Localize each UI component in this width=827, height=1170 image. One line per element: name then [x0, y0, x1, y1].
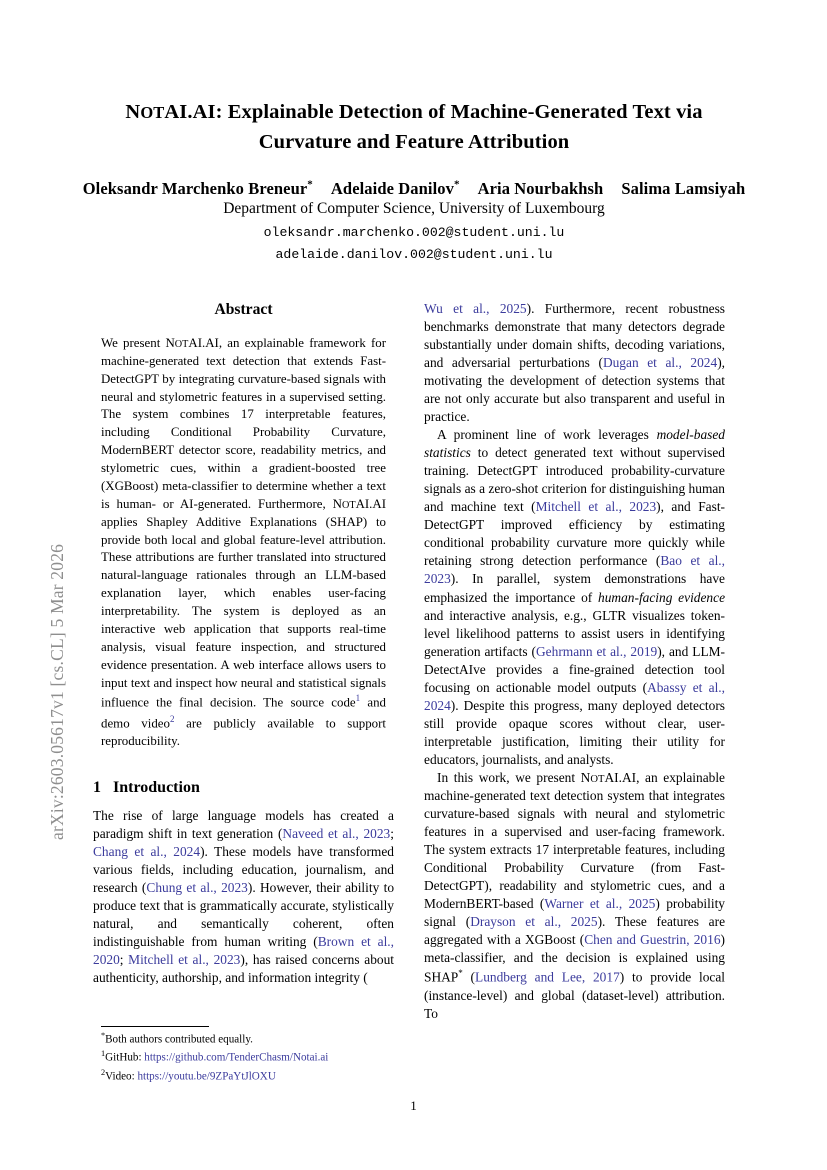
citation-gehrmann-2019[interactable]: Gehrmann et al., 2019 [536, 643, 658, 659]
citation-dugan-2024[interactable]: Dugan et al., 2024 [602, 355, 718, 371]
citation-lundberg-lee-2017[interactable]: Lundberg and Lee, 2017 [475, 969, 620, 985]
section-title: Introduction [113, 778, 200, 796]
p1-a: The rise of large language models has created a paradigm shift in text generation ( [93, 808, 394, 842]
author-1-name: Adelaide Danilov [330, 178, 454, 198]
abstract-seg-1: We present N [101, 335, 175, 350]
title-line1: AI.AI: Explainable Detection of Machine-Generated Text via [164, 101, 703, 123]
footnote-star-text: Both authors contributed equally. [105, 1033, 253, 1046]
author-3-name: Salima Lamsiyah [621, 178, 746, 198]
title-smallcaps: OT [140, 103, 165, 122]
p3-smallcaps: OT [590, 773, 605, 785]
footnote-star-marker: * [101, 1031, 106, 1040]
p2-g: ). Despite this progress, many deployed detectors still provide opaque scores without clear, user-interpretable justification, limiting their utility for educators, journalists, and analysts. [424, 697, 725, 767]
author-2 [478, 179, 604, 198]
p2-b: to detect generated text without supervised training. DetectGPT introduced probability-curvature signals as a zero-shot criterion for distinguishing human and machine text ( [424, 445, 725, 515]
author-0-name: Oleksandr Marchenko Breneur [82, 178, 308, 198]
citation-naveed-2023[interactable]: Naveed et al., 2023 [282, 826, 391, 842]
footnote-ref-2[interactable]: 2 [169, 713, 175, 724]
citation-chang-2024[interactable]: Chang et al., 2024 [93, 844, 201, 860]
p1-d: ). However, their ability to produce text that is grammatically accurate, stylistically natural, and semantically coherent, often indistinguishable from human writing ( [93, 880, 395, 950]
author-list [64, 178, 764, 199]
author-3 [621, 179, 745, 198]
title-block [104, 98, 724, 157]
email-0: oleksandr.marchenko.002@student.uni.lu [263, 225, 565, 240]
author-1 [331, 179, 460, 198]
footnote-2 [101, 1067, 394, 1085]
p2-c: ), and Fast-DetectGPT improved efficiency by estimating conditional probability curvature more quickly while retaining strong detection performance ( [424, 499, 725, 569]
abstract-seg-7: are publicly available to support reproducibility. [101, 715, 386, 748]
p3-c: ) probability signal ( [424, 896, 725, 930]
abstract-seg-5: AI.AI applies Shapley Additive Explanations (SHAP) to provide both local and global feature-level attribution. These attributions are further translated into structured natural-language rationales through an LLM-based explanation layer, which enables user-facing interpretability. The system is deployed as an interactive web application that supports real-time analysis, visual feature inspection, and structured evidence presentation. A web interface allows users to input text and inspect how neural and statistical signals influence the final decision. The source code [101, 496, 386, 710]
left-column [93, 300, 394, 988]
footnote-2-marker: 2 [101, 1067, 106, 1077]
abstract-body [93, 335, 394, 751]
title-lead: N [125, 101, 141, 123]
citation-mitchell-2023-a[interactable]: Mitchell et al., 2023 [128, 952, 241, 968]
abstract-seg-6: and demo video [101, 695, 386, 730]
p1-h: ), motivating the development of detection systems that are not only accurate but also transparent and useful in practice. [424, 355, 725, 425]
section-number: 1 [93, 778, 101, 796]
abstract-seg-3: AI.AI, an explainable framework for machine-generated text detection that extends Fast-DetectGPT by integrating curvature-based signals with neural and stylometric features in a supervised setting. The system combines 17 interpretable features, including Conditional Probability Curvature, ModernBERT detector score, readability metrics, and stylometric cues, within a gradient-boosted tree (XGBoost) meta-classifier to determine whether a text is human- or AI-generated. Furthermore, N [101, 335, 386, 511]
author-1-star: * [453, 178, 460, 190]
intro-paragraph-2 [424, 426, 725, 769]
p1-e: ; [119, 952, 129, 968]
citation-brown-2020[interactable]: Brown et al., 2020 [93, 934, 394, 968]
title-line2: Curvature and Feature Attribution [258, 130, 570, 153]
email-1: adelaide.danilov.002@student.uni.lu [275, 246, 553, 262]
author-0-star: * [307, 178, 313, 190]
footnote-2-label: Video: [105, 1070, 138, 1083]
citation-bao-2023[interactable]: Bao et al., 2023 [424, 553, 725, 587]
citation-wu-2025[interactable]: Wu et al., 2025 [424, 301, 527, 316]
p3-d: ). These features are aggregated with a XGBoost ( [424, 914, 726, 948]
p3-f: ( [462, 969, 476, 985]
emphasis-model-based-statistics: model-based statistics [424, 427, 725, 461]
citation-warner-2025[interactable]: Warner et al., 2025 [544, 896, 656, 912]
right-column [424, 300, 725, 1023]
p3-a: In this work, we present N [437, 769, 591, 785]
abstract-heading: Abstract [214, 301, 273, 318]
p3-b: AI.AI, an explainable machine-generated text detection system that integrates curvature-based signals with neural and stylometric features in a supervised and user-facing framework. The system extracts 17 interpretable features, including Conditional Probability Curvature (from Fast-DetectGPT), readability and stylometric cues, and a ModernBERT-based ( [424, 769, 725, 912]
citation-chung-2023[interactable]: Chung et al., 2023 [146, 880, 248, 896]
page-title [104, 98, 724, 157]
citation-chen-guestrin-2016[interactable]: Chen and Guestrin, 2016 [584, 932, 721, 948]
footnote-1-marker: 1 [101, 1049, 106, 1059]
intro-paragraph-1 [93, 807, 394, 987]
author-0 [83, 179, 313, 198]
video-link[interactable]: https://youtu.be/9ZPaYtJlOXU [137, 1070, 276, 1083]
github-link[interactable]: https://github.com/TenderChasm/Notai.ai [144, 1051, 329, 1064]
abstract-smallcaps-1: OT [174, 338, 189, 350]
intro-paragraph-3 [424, 769, 725, 1023]
author-2-name: Aria Nourbakhsh [477, 178, 604, 198]
p3-g: ) to provide local (instance-level) and global (dataset-level) attribution. To [424, 969, 725, 1021]
citation-drayson-2025[interactable]: Drayson et al., 2025 [470, 914, 598, 930]
emphasis-human-facing-evidence: human-facing evidence [598, 589, 726, 605]
section-heading-introduction [93, 777, 394, 799]
citation-abassy-2024[interactable]: Abassy et al., 2024 [424, 679, 725, 713]
footnote-1 [101, 1048, 394, 1066]
footnote-1-label: GitHub: [105, 1051, 145, 1064]
p2-a: A prominent line of work leverages [437, 427, 657, 443]
p1-c: ). These models have transformed various fields, including education, journalism, and research ( [93, 844, 394, 896]
citation-mitchell-2023-b[interactable]: Mitchell et al., 2023 [535, 499, 657, 515]
shap-footnote-ref: * [458, 968, 463, 979]
affiliation: Department of Computer Science, University of Luxembourg [223, 200, 605, 217]
arxiv-stamp-text: arXiv:2603.05617v1 [cs.CL] 5 Mar 2026 [47, 543, 67, 840]
p1-b: ; [390, 826, 394, 842]
page-number: 1 [410, 1098, 417, 1113]
p2-f: ), and LLM-DetectAIve provides a fine-grained detection tool focusing on actionable model outputs ( [424, 643, 725, 695]
footnote-ref-1[interactable]: 1 [355, 693, 361, 704]
footnote-rule [101, 1026, 209, 1027]
abstract-smallcaps-2: OT [341, 499, 356, 511]
footnote-block [93, 1026, 394, 1085]
p1-g: ). Furthermore, recent robustness benchmarks demonstrate that many detectors degrade substantially under domain shifts, decoding variations, and adversarial perturbations ( [424, 301, 725, 371]
p2-e: and interactive analysis, e.g., GLTR visualizes token-level likelihood patterns to assist users in identifying generation artifacts ( [424, 607, 725, 659]
p1-f: ), has raised concerns about authenticity, authorship, and information integrity ( [93, 952, 394, 986]
intro-paragraph-1-cont [424, 300, 725, 426]
p2-d: ). In parallel, system demonstrations have emphasized the importance of [424, 571, 725, 605]
email-list [64, 222, 764, 265]
p3-e: ) meta-classifier, and the decision is explained using SHAP [424, 932, 725, 985]
footnote-star [101, 1030, 394, 1048]
